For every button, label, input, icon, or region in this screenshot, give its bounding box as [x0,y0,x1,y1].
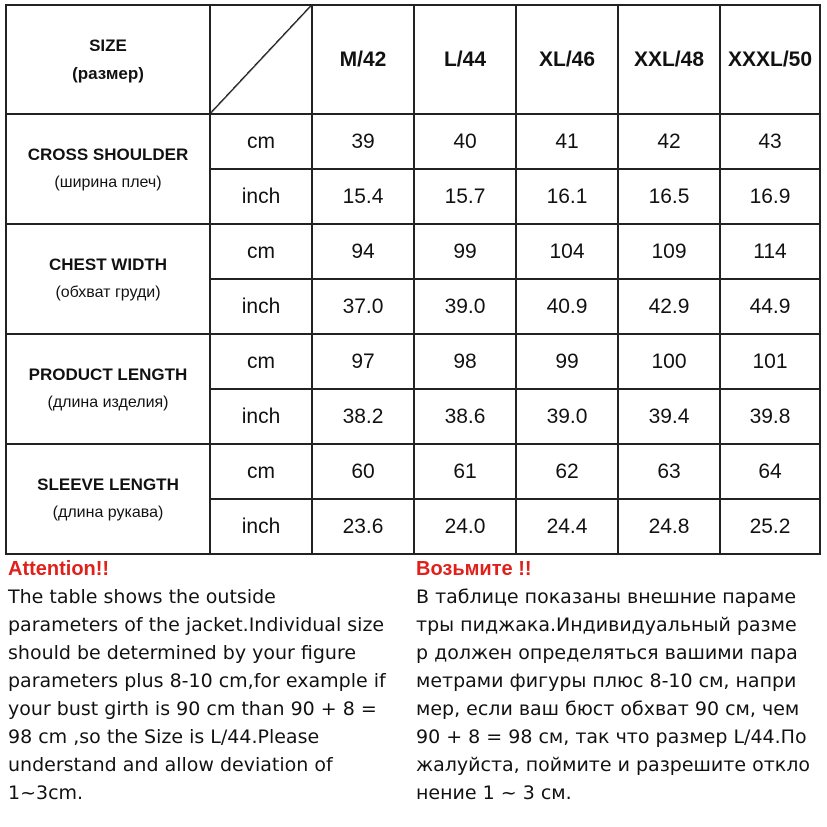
value-cell: 60 [312,444,414,499]
size-chart-table [5,4,821,555]
value-cell: 42 [618,114,720,169]
value-cell: 44.9 [720,279,820,334]
size-label: SIZE [89,35,127,55]
section-title: SLEEVE LENGTH [37,475,179,494]
value-cell: 37.0 [312,279,414,334]
value-cell: 38.2 [312,389,414,444]
value-cell: 39.4 [618,389,720,444]
attention-heading-en: Attention!! [8,558,110,580]
value-cell: 99 [414,224,516,279]
value-cell: 114 [720,224,820,279]
value-cell: 24.8 [618,499,720,554]
value-cell: 94 [312,224,414,279]
size-label-ru: (размер) [72,63,144,83]
section-title-ru: (длина изделия) [47,394,169,411]
section-label-cell [6,114,210,224]
value-cell: 41 [516,114,618,169]
size-col-xxl: XXL/48 [618,5,720,114]
unit-cell: inch [210,499,312,554]
value-cell: 43 [720,114,820,169]
attention-text-ru: В таблице показаны внешние параме тры пиджака.Индивидуальный разме р должен определяться вашими пара метрами фигуры плюс 8-10 см, напри мер, если ваш бюст обхват 90 см, чем 90 + 8 = 98 см, так что размер L/44.По жалуйста, поймите и разрешите откло нение 1 ~ 3 см. [416,586,811,804]
section-title: CHEST WIDTH [48,255,168,274]
table-row [6,334,820,389]
table-row [6,444,820,499]
section-label-cell [6,224,210,334]
value-cell: 40 [414,114,516,169]
value-cell: 42.9 [618,279,720,334]
section-label-cell [6,444,210,554]
value-cell: 39.0 [516,389,618,444]
size-col-xl: XL/46 [516,5,618,114]
value-cell: 104 [516,224,618,279]
value-cell: 23.6 [312,499,414,554]
size-col-xxxl: XXXL/50 [720,5,820,114]
section-title: CROSS SHOULDER [27,145,189,164]
value-cell: 15.7 [414,169,516,224]
value-cell: 39.0 [414,279,516,334]
value-cell: 101 [720,334,820,389]
value-cell: 24.4 [516,499,618,554]
value-cell: 98 [414,334,516,389]
value-cell: 61 [414,444,516,499]
value-cell: 25.2 [720,499,820,554]
unit-cell: cm [210,444,312,499]
value-cell: 40.9 [516,279,618,334]
value-cell: 16.9 [720,169,820,224]
unit-cell: cm [210,224,312,279]
value-cell: 64 [720,444,820,499]
section-title-ru: (ширина плеч) [54,174,162,191]
value-cell: 16.5 [618,169,720,224]
unit-cell: inch [210,279,312,334]
attention-heading-ru: Возьмите !! [416,558,532,580]
value-cell: 100 [618,334,720,389]
value-cell: 62 [516,444,618,499]
value-cell: 99 [516,334,618,389]
unit-cell: cm [210,334,312,389]
size-chart-body [6,5,820,554]
section-title: PRODUCT LENGTH [28,365,188,384]
value-cell: 39 [312,114,414,169]
table-row [6,224,820,279]
attention-note-ru [416,555,824,807]
section-title-ru: (длина рукава) [52,504,164,521]
value-cell: 16.1 [516,169,618,224]
value-cell: 97 [312,334,414,389]
header-row [6,5,820,114]
attention-note-en [8,555,408,807]
unit-cell: cm [210,114,312,169]
value-cell: 63 [618,444,720,499]
table-row [6,114,820,169]
unit-cell: inch [210,389,312,444]
size-col-l: L/44 [414,5,516,114]
attention-text-en: The table shows the outside parameters of the jacket.Individual size should be determined by your figure parameters plus 8-10 cm,for example if your bust girth is 90 cm than 90 + 8 = 98 cm ,so the Size is L/44.Please understand and allow deviation of 1~3cm. [8,586,386,804]
section-label-cell [6,334,210,444]
value-cell: 15.4 [312,169,414,224]
size-col-m: M/42 [312,5,414,114]
value-cell: 39.8 [720,389,820,444]
diagonal-corner-cell [210,5,312,114]
value-cell: 109 [618,224,720,279]
value-cell: 24.0 [414,499,516,554]
section-title-ru: (обхват груди) [55,284,161,301]
size-header-cell [6,5,210,114]
unit-cell: inch [210,169,312,224]
value-cell: 38.6 [414,389,516,444]
